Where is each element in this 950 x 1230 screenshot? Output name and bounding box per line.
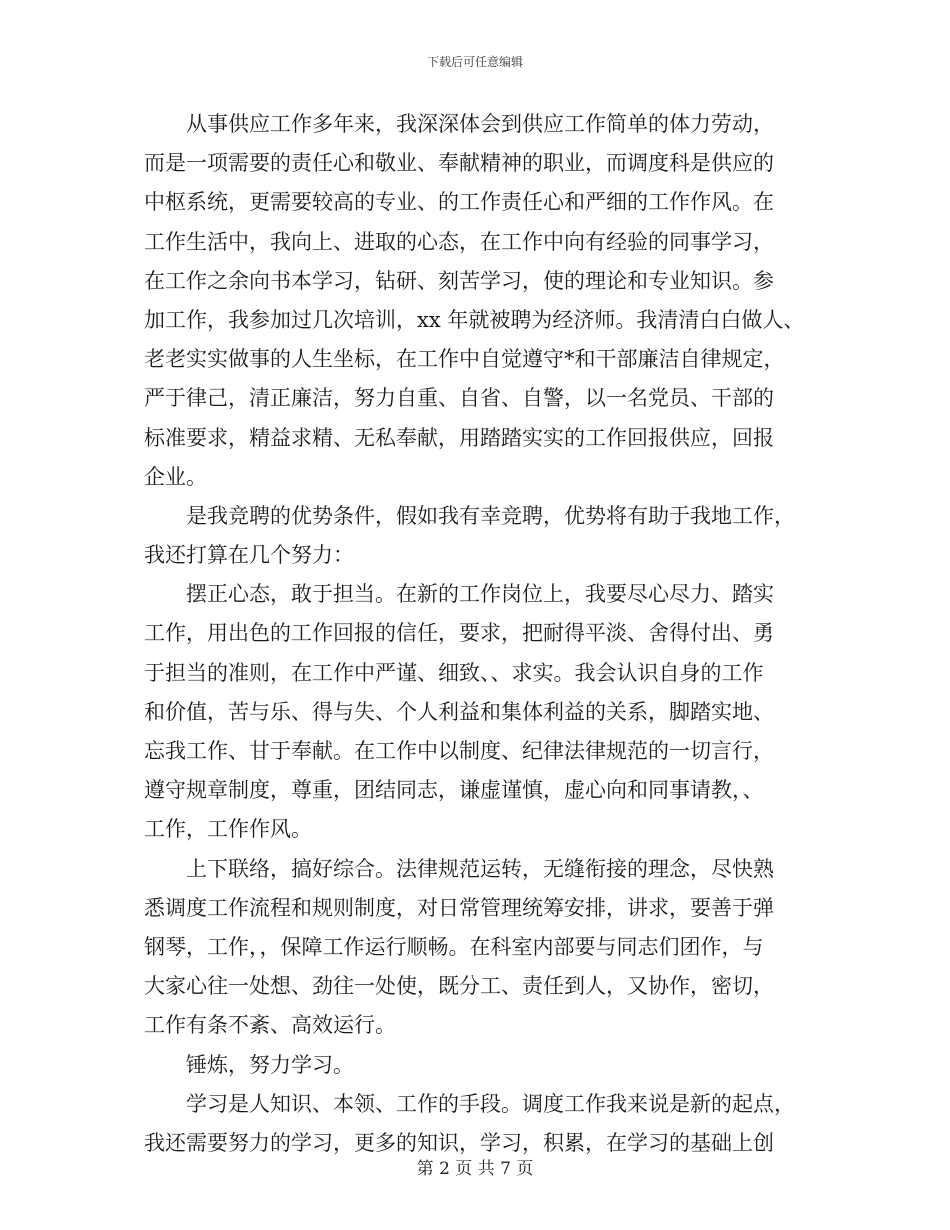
text-line: 锤炼，努力学习。 bbox=[186, 1052, 354, 1077]
text-line: 我还打算在几个努力： bbox=[144, 543, 354, 568]
text-line: 钢琴，工作，，保障工作运行顺畅。在科室内部要与同志们团作，与 bbox=[144, 934, 764, 959]
text-line: 企业。 bbox=[144, 464, 207, 489]
text-line: 我还需要努力的学习，更多的知识，学习，积累，在学习的基础上创 bbox=[144, 1130, 774, 1155]
text-line: 而是一项需要的责任心和敬业、奉献精神的职业，而调度科是供应的 bbox=[144, 151, 774, 176]
text-line: 工作有条不紊、高效运行。 bbox=[144, 1013, 396, 1038]
text-line: 学习是人知识、本领、工作的手段。调度工作我来说是新的起点， bbox=[186, 1091, 795, 1116]
text-line: 老老实实做事的人生坐标，在工作中自觉遵守*和干部廉洁自律规定， bbox=[144, 347, 785, 372]
text-line: 从事供应工作多年来，我深深体会到供应工作简单的体力劳动， bbox=[186, 112, 774, 136]
text-line: 于担当的准则，在工作中严谨、细致、、求实。我会认识自身的工作 bbox=[144, 660, 764, 685]
text-line: 标准要求，精益求精、无私奉献，用踏踏实实的工作回报供应，回报 bbox=[144, 425, 774, 450]
text-line: 摆正心态，敢于担当。在新的工作岗位上，我要尽心尽力、踏实 bbox=[186, 582, 774, 607]
text-line: 是我竞聘的优势条件，假如我有幸竞聘，优势将有助于我地工作， bbox=[186, 503, 795, 528]
text-line: 忘我工作、甘于奉献。在工作中以制度、纪律法律规范的一切言行， bbox=[144, 739, 774, 763]
text-line: 上下联络，搞好综合。法律规范运转，无缝衔接的理念，尽快熟 bbox=[186, 856, 774, 881]
text-line: 严于律己，清正廉洁，努力自重、自省、自警，以一名党员、干部的 bbox=[144, 386, 774, 411]
text-line: 工作，用出色的工作回报的信任，要求，把耐得平淡、舍得付出、勇 bbox=[144, 621, 774, 646]
text-line: 工作生活中，我向上、进取的心态，在工作中向有经验的同事学习， bbox=[144, 229, 774, 254]
document-body bbox=[144, 105, 808, 1163]
text-line: 悉调度工作流程和规则制度，对日常管理统筹安排，讲求，要善于弹 bbox=[144, 895, 774, 920]
text-line: 和价值，苦与乐、得与失、个人利益和集体利益的关系，脚踏实地、 bbox=[144, 699, 774, 724]
text-line: 中枢系统，更需要较高的专业、的工作责任心和严细的工作作风。在 bbox=[144, 190, 774, 215]
text-line: 工作，工作作风。 bbox=[144, 817, 312, 842]
text-line: 大家心往一处想、劲往一处使，既分工、责任到人，又协作，密切， bbox=[144, 974, 774, 999]
text-line: 遵守规章制度，尊重，团结同志，谦虚谨慎，虚心向和同事请教，、 bbox=[144, 778, 764, 803]
text-line: 在工作之余向书本学习，钻研、刻苦学习，使的理论和专业知识。参 bbox=[144, 268, 774, 293]
page-number: 第 2 页 共 7 页 bbox=[416, 1159, 534, 1179]
page-header-note: 下载后可任意编辑 bbox=[426, 55, 523, 69]
text-line: 加工作，我参加过几次培训，xx 年就被聘为经济师。我清清白白做人、 bbox=[144, 307, 805, 332]
